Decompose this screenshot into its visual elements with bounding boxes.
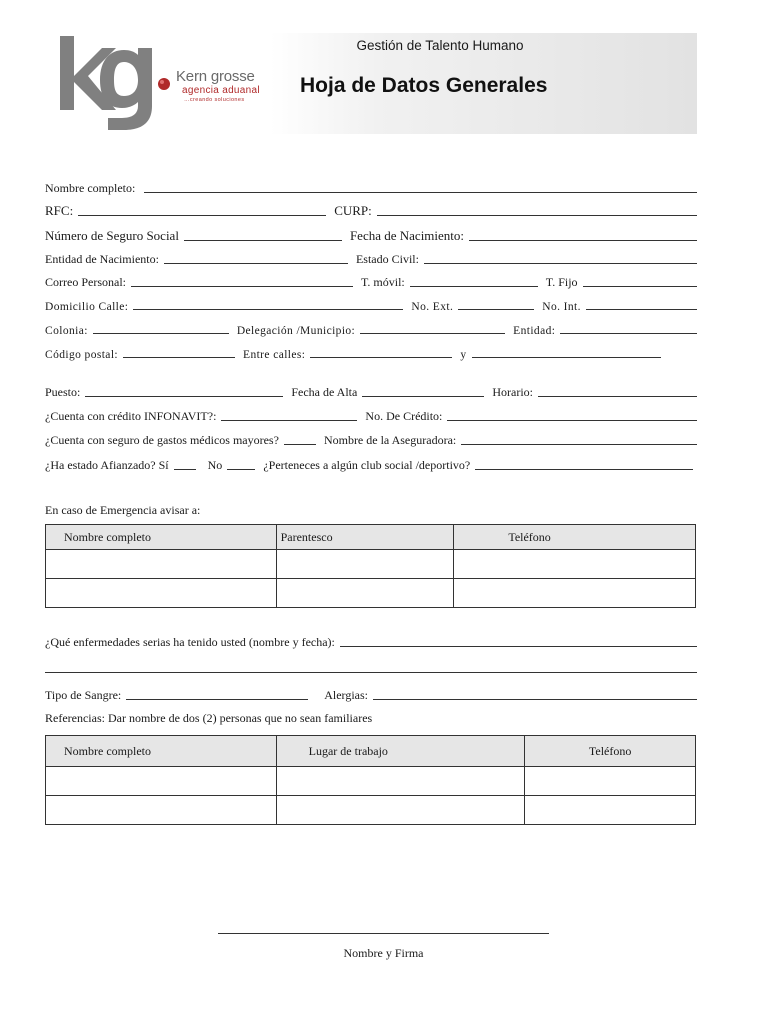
aseguradora-field[interactable] — [461, 444, 697, 445]
table-row — [46, 550, 696, 579]
fecha-alta-label: Fecha de Alta — [291, 385, 358, 399]
column-header: Lugar de trabajo — [276, 736, 525, 767]
curp-label: CURP: — [334, 203, 372, 218]
row-colonia — [45, 321, 697, 337]
table-cell[interactable] — [46, 579, 277, 608]
no-ext-field[interactable] — [458, 309, 534, 310]
row-puesto — [45, 384, 697, 400]
enfermedades-label: ¿Qué enfermedades serias ha tenido usted (nombre y fecha): — [45, 635, 335, 649]
colonia-field[interactable] — [93, 333, 229, 334]
club-label: ¿Perteneces a algún club social /deportivo? — [263, 458, 471, 472]
curp-field[interactable] — [377, 215, 697, 216]
t-movil-field[interactable] — [410, 286, 538, 287]
row-seguro — [45, 432, 697, 448]
row-nss-fecha — [45, 228, 697, 244]
delegacion-label: Delegación /Municipio: — [236, 325, 356, 337]
table-cell[interactable] — [276, 796, 525, 825]
rfc-label: RFC: — [45, 203, 74, 218]
references-table — [45, 735, 696, 825]
seguro-gmm-label: ¿Cuenta con seguro de gastos médicos mayores? — [45, 433, 279, 447]
afianzado-label: ¿Ha estado Afianzado? — [45, 458, 156, 472]
nombre-label: Nombre completo: — [45, 181, 136, 195]
table-cell[interactable] — [525, 796, 696, 825]
department-name: Gestión de Talento Humano — [356, 38, 524, 53]
entidad-nacimiento-field[interactable] — [164, 263, 348, 264]
table-row — [46, 579, 696, 608]
puesto-label: Puesto: — [45, 385, 81, 399]
entre-calles-field[interactable] — [310, 357, 452, 358]
fecha-nacimiento-field[interactable] — [469, 240, 697, 241]
row-sangre — [45, 687, 697, 703]
table-cell[interactable] — [276, 767, 525, 796]
estado-civil-field[interactable] — [424, 263, 697, 264]
row-correo-tel — [45, 274, 697, 290]
row-cp — [45, 345, 661, 361]
entidad-nacimiento-label: Entidad de Nacimiento: — [45, 252, 159, 266]
page-title: Hoja de Datos Generales — [300, 74, 548, 97]
entidad-label: Entidad: — [513, 325, 556, 337]
aseguradora-label: Nombre de la Aseguradora: — [323, 433, 457, 447]
domicilio-label: Domicilio Calle: — [45, 301, 129, 313]
table-cell[interactable] — [454, 550, 696, 579]
row-enfermedades — [45, 634, 697, 650]
table-cell[interactable] — [276, 550, 454, 579]
no-int-label: No. Int. — [542, 301, 581, 313]
brand-name: Kern grosse — [176, 68, 255, 85]
signature-field[interactable] — [218, 933, 549, 934]
infonavit-label: ¿Cuenta con crédito INFONAVIT?: — [45, 409, 217, 423]
row-domicilio — [45, 297, 697, 313]
cp-label: Código postal: — [45, 349, 119, 361]
si-label: Sí — [158, 458, 169, 472]
horario-field[interactable] — [538, 396, 697, 397]
nss-label: Número de Seguro Social — [45, 228, 179, 243]
t-fijo-label: T. Fijo — [545, 275, 578, 289]
entidad-field[interactable] — [560, 333, 697, 334]
t-movil-label: T. móvil: — [360, 275, 405, 289]
row-infonavit — [45, 408, 697, 424]
no-ext-label: No. Ext. — [411, 301, 454, 313]
table-header-row — [46, 525, 696, 550]
correo-field[interactable] — [131, 286, 353, 287]
entre-calles-2-field[interactable] — [472, 357, 661, 358]
club-field[interactable] — [475, 469, 693, 470]
no-field[interactable] — [227, 469, 255, 470]
table-header-row — [46, 736, 696, 767]
table-cell[interactable] — [46, 550, 277, 579]
domicilio-field[interactable] — [133, 309, 403, 310]
column-header: Teléfono — [454, 525, 696, 550]
enfermedades-field-2[interactable] — [45, 672, 697, 673]
entre-calles-label: Entre calles: — [243, 349, 306, 361]
table-cell[interactable] — [454, 579, 696, 608]
brand-slogan: …creando soluciones — [184, 97, 245, 103]
column-header: Nombre completo — [46, 525, 277, 550]
column-header: Nombre completo — [46, 736, 277, 767]
fecha-nacimiento-label: Fecha de Nacimiento: — [349, 228, 465, 243]
fecha-alta-field[interactable] — [362, 396, 484, 397]
delegacion-field[interactable] — [360, 333, 505, 334]
column-header: Parentesco — [276, 525, 454, 550]
alergias-label: Alergias: — [324, 688, 369, 702]
seguro-gmm-field[interactable] — [284, 444, 316, 445]
table-cell[interactable] — [525, 767, 696, 796]
infonavit-field[interactable] — [221, 420, 357, 421]
row-entidad-estado — [45, 251, 697, 267]
table-row — [46, 767, 696, 796]
no-credito-field[interactable] — [447, 420, 697, 421]
y-label: y — [460, 349, 467, 361]
rfc-field[interactable] — [78, 215, 326, 216]
si-field[interactable] — [174, 469, 196, 470]
tipo-sangre-label: Tipo de Sangre: — [45, 688, 122, 702]
nombre-field[interactable] — [144, 192, 697, 193]
row-afianzado — [45, 457, 697, 473]
estado-civil-label: Estado Civil: — [355, 252, 419, 266]
column-header: Teléfono — [525, 736, 696, 767]
no-credito-label: No. De Crédito: — [365, 409, 443, 423]
table-cell[interactable] — [46, 796, 277, 825]
horario-label: Horario: — [492, 385, 533, 399]
references-caption: Referencias: Dar nombre de dos (2) personas que no sean familiares — [45, 711, 373, 725]
puesto-field[interactable] — [85, 396, 283, 397]
table-cell[interactable] — [46, 767, 277, 796]
table-cell[interactable] — [276, 579, 454, 608]
signature-label: Nombre y Firma — [343, 946, 424, 960]
cp-field[interactable] — [123, 357, 235, 358]
table-row — [46, 796, 696, 825]
enfermedades-field[interactable] — [340, 646, 697, 647]
emergency-table — [45, 524, 696, 608]
correo-label: Correo Personal: — [45, 275, 126, 289]
no-label: No — [207, 458, 223, 472]
alergias-field[interactable] — [373, 699, 697, 700]
nss-field[interactable] — [184, 240, 342, 241]
colonia-label: Colonia: — [45, 325, 88, 337]
emergency-caption: En caso de Emergencia avisar a: — [45, 503, 201, 517]
tipo-sangre-field[interactable] — [126, 699, 308, 700]
brand-tagline: agencia aduanal — [182, 85, 260, 96]
row-rfc-curp — [45, 203, 697, 219]
no-int-field[interactable] — [586, 309, 697, 310]
row-enfermedades-2 — [45, 660, 697, 676]
t-fijo-field[interactable] — [583, 286, 697, 287]
row-nombre — [45, 180, 697, 196]
